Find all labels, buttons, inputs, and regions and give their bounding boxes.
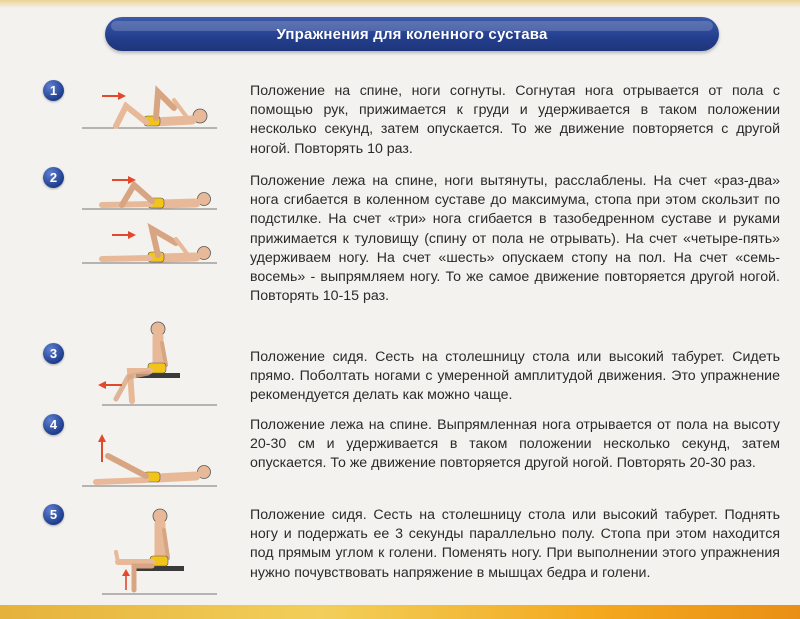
exercise-description: Положение лежа на спине. Выпрямленная нога отрывается от пола на высоту 20-30 см и удерживается в таком положении несколько секунд, затем опускается. То же движение повторяется другой ногой. Повторять 20-30 раз. xyxy=(250,417,780,472)
exercise-description: Положение лежа на спине, ноги вытянуты, расслаблены. На счет «раз-два» нога сгибается в коленном суставе до максимума, стопа при этом скользит по подстилке. На счет «три» нога сгибается в тазобедренном суставе и руками прижимается к туловищу (спину от пола не отрывать). На счет «четыре-пять» удерживаем ногу. На счет «шесть» опускаем стопу на пол. На счет «семь-восемь» - выпрямляем ногу. То же самое движение повторяется другой ногой. Повторять 10-15 раз. xyxy=(250,173,780,305)
exercise-illustration xyxy=(82,506,222,598)
exercise-number-badge: 5 xyxy=(43,504,64,525)
page-bottom-edge xyxy=(0,605,800,619)
exercise-number-badge: 4 xyxy=(43,414,64,435)
exercise-number-badge: 3 xyxy=(43,343,64,364)
page-title: Упражнения для коленного сустава xyxy=(276,25,548,43)
exercise-description: Положение сидя. Сесть на столешницу стола или высокий табурет. Сидеть прямо. Поболтать ногами с умеренной амплитудой движения. Это упражнение рекомендуется делать как можно чаще. xyxy=(250,349,780,404)
exercise-description: Положение на спине, ноги согнуты. Согнутая нога отрывается от пола с помощью рук, прижимается к груди и удерживается в таком положении несколько секунд, затем опускается. То же движение повторяется с другой ногой. Повторять 10 раз. xyxy=(250,83,780,157)
exercise-description: Положение сидя. Сесть на столешницу стола или высокий табурет. Поднять ногу и подержать ее 3 секунды параллельно полу. Стопа при этом находится под прямым углом к голени. Поменять ногу. При выполнении этого упражнения нужно почувствовать напряжение в мышцах бедра и голени. xyxy=(250,507,780,581)
header-banner xyxy=(105,17,719,51)
exercise-illustration xyxy=(82,78,222,138)
page-top-edge xyxy=(0,0,800,8)
exercise-illustration xyxy=(82,319,222,409)
exercise-illustration xyxy=(82,432,222,492)
exercise-number-badge: 2 xyxy=(43,167,64,188)
exercise-number-badge: 1 xyxy=(43,80,64,101)
exercise-illustration xyxy=(82,167,222,272)
